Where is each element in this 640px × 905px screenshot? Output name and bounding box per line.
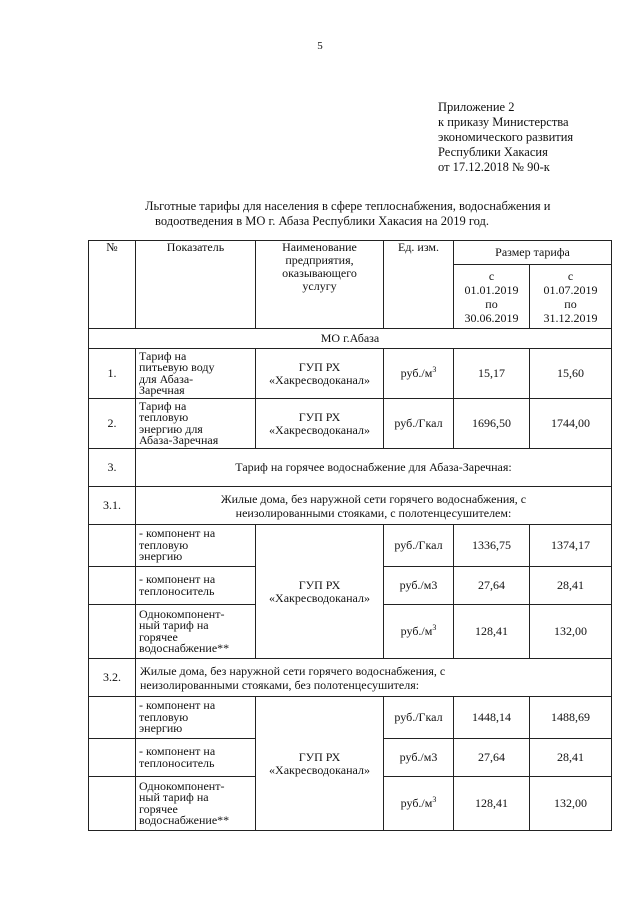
indicator-line: тепловую [139,410,189,424]
region-label: МО г.Абаза [89,329,612,349]
row-num: 2. [89,399,136,449]
row-num-empty [89,525,136,567]
org-line: ГУП РХ [298,409,341,424]
indicator-line: энергию для [139,421,203,436]
header-org-line: предприятия, [285,253,354,267]
org-line: «Хакресводоканал» [269,762,370,777]
indicator-line: - компонент на [139,526,216,541]
section-title [136,487,612,525]
row-indicator [136,525,256,567]
row-unit: руб./Гкал [384,697,454,739]
row-num: 3. [89,449,136,487]
indicator-line: теплоноситель [139,755,215,770]
indicator-line: горячее [139,629,178,644]
section-title [136,659,612,697]
section-row [89,487,612,525]
row-value-2: 28,41 [530,739,612,777]
header-organization [256,241,384,329]
table-row [89,697,612,739]
org-line: «Хакресводоканал» [269,590,370,605]
indicator-line: ный тариф на [139,618,209,632]
row-value-2: 1374,17 [530,525,612,567]
header-org-line: Наименование [282,240,357,254]
title-line: Льготные тарифы для населения в сфере теплоснабжения, водоснабжения и [145,199,551,213]
appendix-line: от 17.12.2018 № 90-к [438,160,550,174]
row-num: 3.1. [89,487,136,525]
row-value-1: 1448,14 [454,697,530,739]
row-value-2: 132,00 [530,777,612,831]
region-row [89,329,612,349]
document-title [145,199,550,229]
appendix-line: Приложение 2 [438,100,515,114]
period-line: по [564,296,577,311]
section-line: Жилые дома, без наружной сети горячего водоснабжения, с [220,491,527,506]
section-row [89,659,612,697]
period-line: 01.01.2019 [464,282,519,297]
period-line: 30.06.2019 [464,310,519,325]
indicator-line: для Абаза- [139,371,194,386]
row-value-2: 1744,00 [530,399,612,449]
appendix-line: экономического развития [438,130,574,144]
row-indicator [136,739,256,777]
header-period-2 [530,265,612,329]
row-indicator [136,399,256,449]
indicator-line: теплоноситель [139,583,215,598]
indicator-line: - компонент на [139,698,216,713]
row-value-2: 1488,69 [530,697,612,739]
period-line: 31.12.2019 [543,310,598,325]
section-organization [256,525,384,659]
appendix-block [438,100,573,175]
row-value-1: 1696,50 [454,399,530,449]
header-org-line: услугу [302,279,337,293]
row-num-empty [89,697,136,739]
table-row [89,399,612,449]
indicator-line: Абаза-Заречная [139,433,219,447]
page-number: 5 [317,40,323,52]
row-value-2: 15,60 [530,349,612,399]
row-value-1: 27,64 [454,567,530,605]
row-num-empty [89,739,136,777]
org-line: «Хакресводоканал» [269,372,370,387]
unit-sup: 3 [432,623,437,633]
section-line: Жилые дома, без наружной сети горячего водоснабжения, с [140,663,446,678]
header-num: № [89,241,136,329]
header-period-1 [454,265,530,329]
section-organization [256,697,384,831]
section-line: неизолированными стояками, без полотенцесушителя: [140,677,420,692]
row-num-empty [89,777,136,831]
header-org-line: оказывающего [282,266,357,280]
table-row [89,525,612,567]
row-unit [384,605,454,659]
indicator-line: Заречная [139,383,185,397]
indicator-line: Однокомпонент- [139,778,225,793]
period-line: по [485,296,498,311]
period-line: с [488,268,495,283]
row-value-2: 28,41 [530,567,612,605]
unit-sup: 3 [432,365,437,375]
row-unit: руб./Гкал [384,525,454,567]
table-row [89,349,612,399]
org-line: ГУП РХ [298,577,341,592]
indicator-line: питьевую воду [139,360,215,374]
period-line: 01.07.2019 [543,282,598,297]
indicator-line: - компонент на [139,744,216,758]
indicator-line: Тариф на [139,348,187,363]
org-line: ГУП РХ [298,359,341,374]
header-unit: Ед. изм. [384,241,454,329]
row-value-1: 128,41 [454,605,530,659]
period-line: с [567,268,574,283]
row-indicator [136,567,256,605]
indicator-line: энергию [139,549,183,564]
section-line: неизолированными стояками, с полотенцесушителем: [235,505,512,520]
unit-text: руб./м [400,624,433,639]
header-row [89,241,612,265]
indicator-line: тепловую [139,537,189,552]
tariff-table [88,240,612,831]
appendix-line: Республики Хакасия [438,145,548,159]
row-indicator [136,697,256,739]
unit-sup: 3 [432,795,437,805]
row-num: 3.2. [89,659,136,697]
indicator-line: водоснабжение** [139,813,230,827]
indicator-line: - компонент на [139,572,216,586]
header-tariff: Размер тарифа [454,241,612,265]
row-value-1: 27,64 [454,739,530,777]
unit-text: руб./м [400,796,433,811]
section-title: Тариф на горячее водоснабжение для Абаза-Заречная: [136,449,612,487]
title-line: водоотведения в МО г. Абаза Республики Хакасия на 2019 год. [155,214,490,228]
row-organization [256,349,384,399]
indicator-line: ный тариф на [139,790,209,804]
org-line: ГУП РХ [298,749,341,764]
row-value-2: 132,00 [530,605,612,659]
row-unit [384,777,454,831]
row-num: 1. [89,349,136,399]
row-unit: руб./м3 [384,739,454,777]
section-row [89,449,612,487]
indicator-line: тепловую [139,709,189,724]
indicator-line: водоснабжение** [139,641,230,655]
row-value-1: 15,17 [454,349,530,399]
row-indicator [136,605,256,659]
row-unit: руб./м3 [384,567,454,605]
row-num-empty [89,605,136,659]
row-value-1: 1336,75 [454,525,530,567]
unit-text: руб./м [400,366,433,381]
indicator-line: горячее [139,801,178,816]
row-unit [384,349,454,399]
appendix-line: к приказу Министерства [438,115,569,129]
row-indicator [136,349,256,399]
row-num-empty [89,567,136,605]
row-unit: руб./Гкал [384,399,454,449]
row-value-1: 128,41 [454,777,530,831]
row-organization [256,399,384,449]
indicator-line: Тариф на [139,398,187,413]
org-line: «Хакресводоканал» [269,422,370,437]
indicator-line: энергию [139,721,183,736]
row-indicator [136,777,256,831]
indicator-line: Однокомпонент- [139,606,225,621]
header-indicator: Показатель [136,241,256,329]
